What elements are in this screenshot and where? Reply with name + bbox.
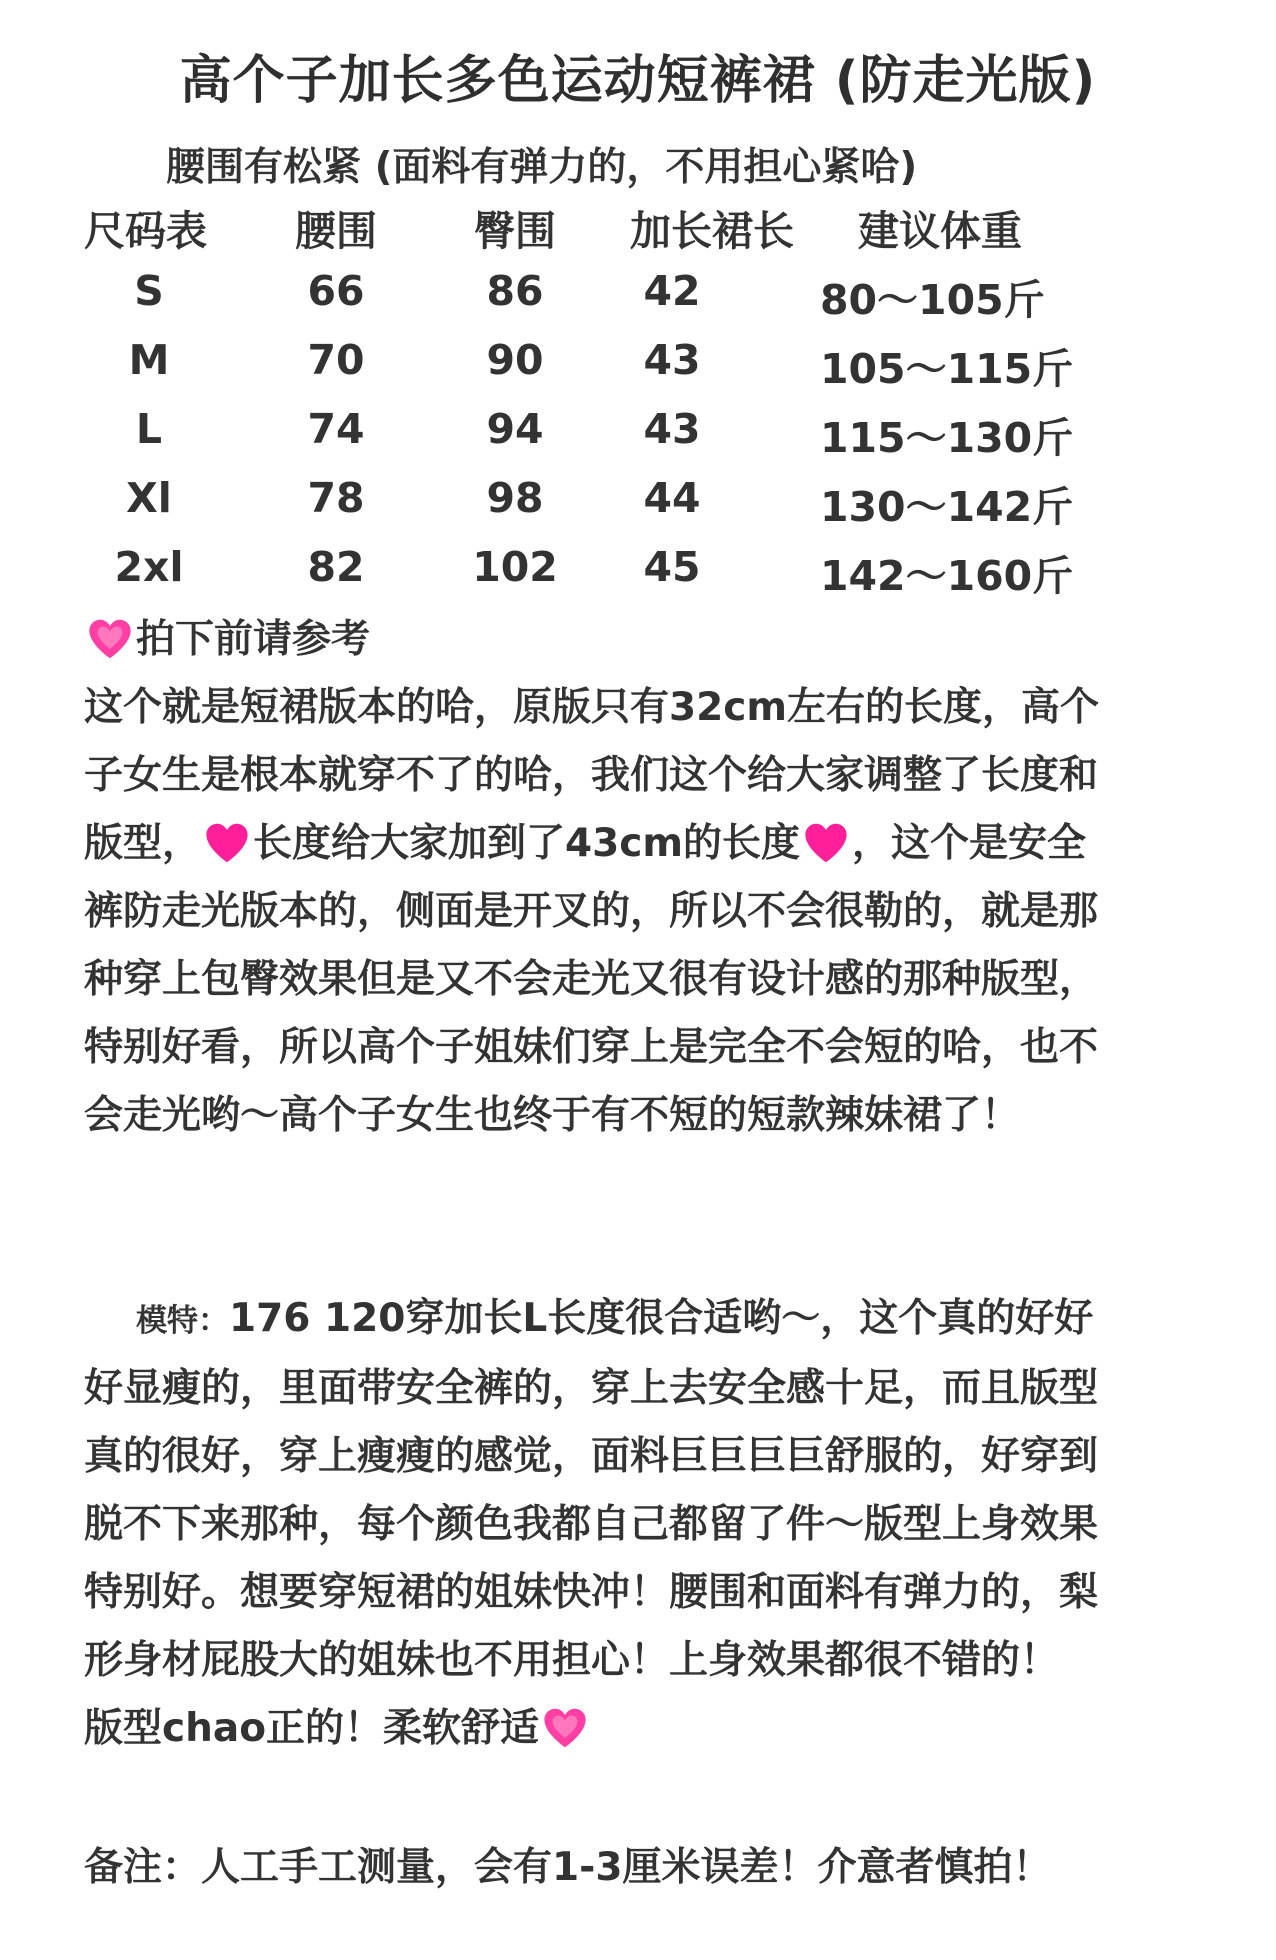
size-cell: 2xl — [114, 543, 184, 591]
table-row — [0, 336, 1276, 405]
description-line: 子女生是根本就穿不了的哈，我们这个给大家调整了长度和 — [84, 753, 1099, 798]
hip-cell: 90 — [486, 336, 544, 384]
model-line: 好显瘦的，里面带安全裤的，穿上去安全感十足，而且版型 — [84, 1366, 1099, 1411]
header-size: 尺码表 — [84, 207, 207, 255]
weight-cell: 105～115斤 — [820, 345, 1074, 393]
waist-elastic-note: 腰围有松紧 (面料有弹力的，不用担心紧哈) — [166, 145, 918, 190]
heart-icon — [88, 618, 132, 660]
waist-cell: 70 — [307, 336, 365, 384]
model-line-first — [84, 1285, 1194, 1355]
size-cell: M — [128, 336, 170, 384]
description-line: 裤防走光版本的，侧面是开叉的，所以不会很勒的，就是那 — [84, 889, 1099, 934]
table-row — [0, 267, 1276, 336]
description-line: 会走光哟～高个子女生也终于有不短的短款辣妹裙了！ — [84, 1093, 1021, 1138]
model-line: 真的很好，穿上瘦瘦的感觉，面料巨巨巨巨舒服的，好穿到 — [84, 1434, 1099, 1479]
description-fragment: 长度给大家加到了43cm的长度 — [253, 821, 801, 866]
length-cell: 45 — [643, 543, 701, 591]
size-chart-header-row — [0, 198, 1276, 267]
model-label: 模特： — [136, 1303, 229, 1339]
table-row — [0, 405, 1276, 474]
description-line: 特别好看，所以高个子姐妹们穿上是完全不会短的哈，也不 — [84, 1025, 1099, 1070]
heart-icon — [205, 822, 249, 864]
measurement-note — [84, 1834, 1194, 1902]
model-fragment: 版型chao正的！柔软舒适 — [84, 1706, 539, 1751]
length-cell: 42 — [643, 267, 701, 315]
length-cell: 43 — [643, 336, 701, 384]
table-row — [0, 474, 1276, 543]
weight-cell: 80～105斤 — [820, 276, 1045, 324]
model-line: 脱不下来那种，每个颜色我都自己都留了件～版型上身效果 — [84, 1502, 1099, 1547]
header-weight: 建议体重 — [858, 207, 1022, 255]
size-chart-table — [0, 198, 1276, 612]
size-cell: Xl — [126, 474, 172, 522]
hip-cell: 98 — [486, 474, 544, 522]
weight-cell: 115～130斤 — [820, 414, 1074, 462]
waist-cell: 66 — [307, 267, 365, 315]
note-text: 备注：人工手工测量，会有1-3厘米误差！介意者慎拍！ — [84, 1845, 1052, 1890]
weight-cell: 130～142斤 — [820, 483, 1074, 531]
page-title: 高个子加长多色运动短裤裙 (防走光版) — [179, 51, 1097, 111]
description-line: 种穿上包臀效果但是又不会走光又很有设计感的那种版型， — [84, 957, 1099, 1002]
description-line-with-hearts — [84, 810, 1194, 878]
size-cell: L — [135, 405, 163, 453]
heart-icon — [804, 822, 848, 864]
header-skirt-length: 加长裙长 — [630, 207, 794, 255]
description-fragment: 版型， — [84, 821, 202, 866]
reference-line — [84, 606, 1194, 674]
description-fragment: ，这个是安全 — [852, 821, 1087, 866]
heart-icon — [543, 1707, 587, 1749]
header-hip: 臀围 — [474, 207, 556, 255]
hip-cell: 94 — [486, 405, 544, 453]
model-line: 形身材屁股大的姐妹也不用担心！上身效果都很不错的！ — [84, 1638, 1060, 1683]
model-line-last — [84, 1695, 1194, 1763]
size-cell: S — [134, 267, 164, 315]
model-fragment: 176 120穿加长L长度很合适哟～，这个真的好好 — [229, 1296, 1094, 1341]
waist-cell: 82 — [307, 543, 365, 591]
waist-cell: 74 — [307, 405, 365, 453]
table-row — [0, 543, 1276, 612]
length-cell: 43 — [643, 405, 701, 453]
header-waist: 腰围 — [295, 207, 377, 255]
hip-cell: 86 — [486, 267, 544, 315]
hip-cell: 102 — [472, 543, 558, 591]
reference-label: 拍下前请参考 — [136, 617, 371, 662]
length-cell: 44 — [643, 474, 701, 522]
description-line: 这个就是短裙版本的哈，原版只有32cm左右的长度，高个 — [84, 685, 1100, 730]
description-paragraph — [84, 674, 1194, 1150]
weight-cell: 142～160斤 — [820, 552, 1074, 600]
model-line: 特别好。想要穿短裙的姐妹快冲！腰围和面料有弹力的，梨 — [84, 1570, 1099, 1615]
waist-cell: 78 — [307, 474, 365, 522]
model-paragraph — [84, 1285, 1194, 1763]
